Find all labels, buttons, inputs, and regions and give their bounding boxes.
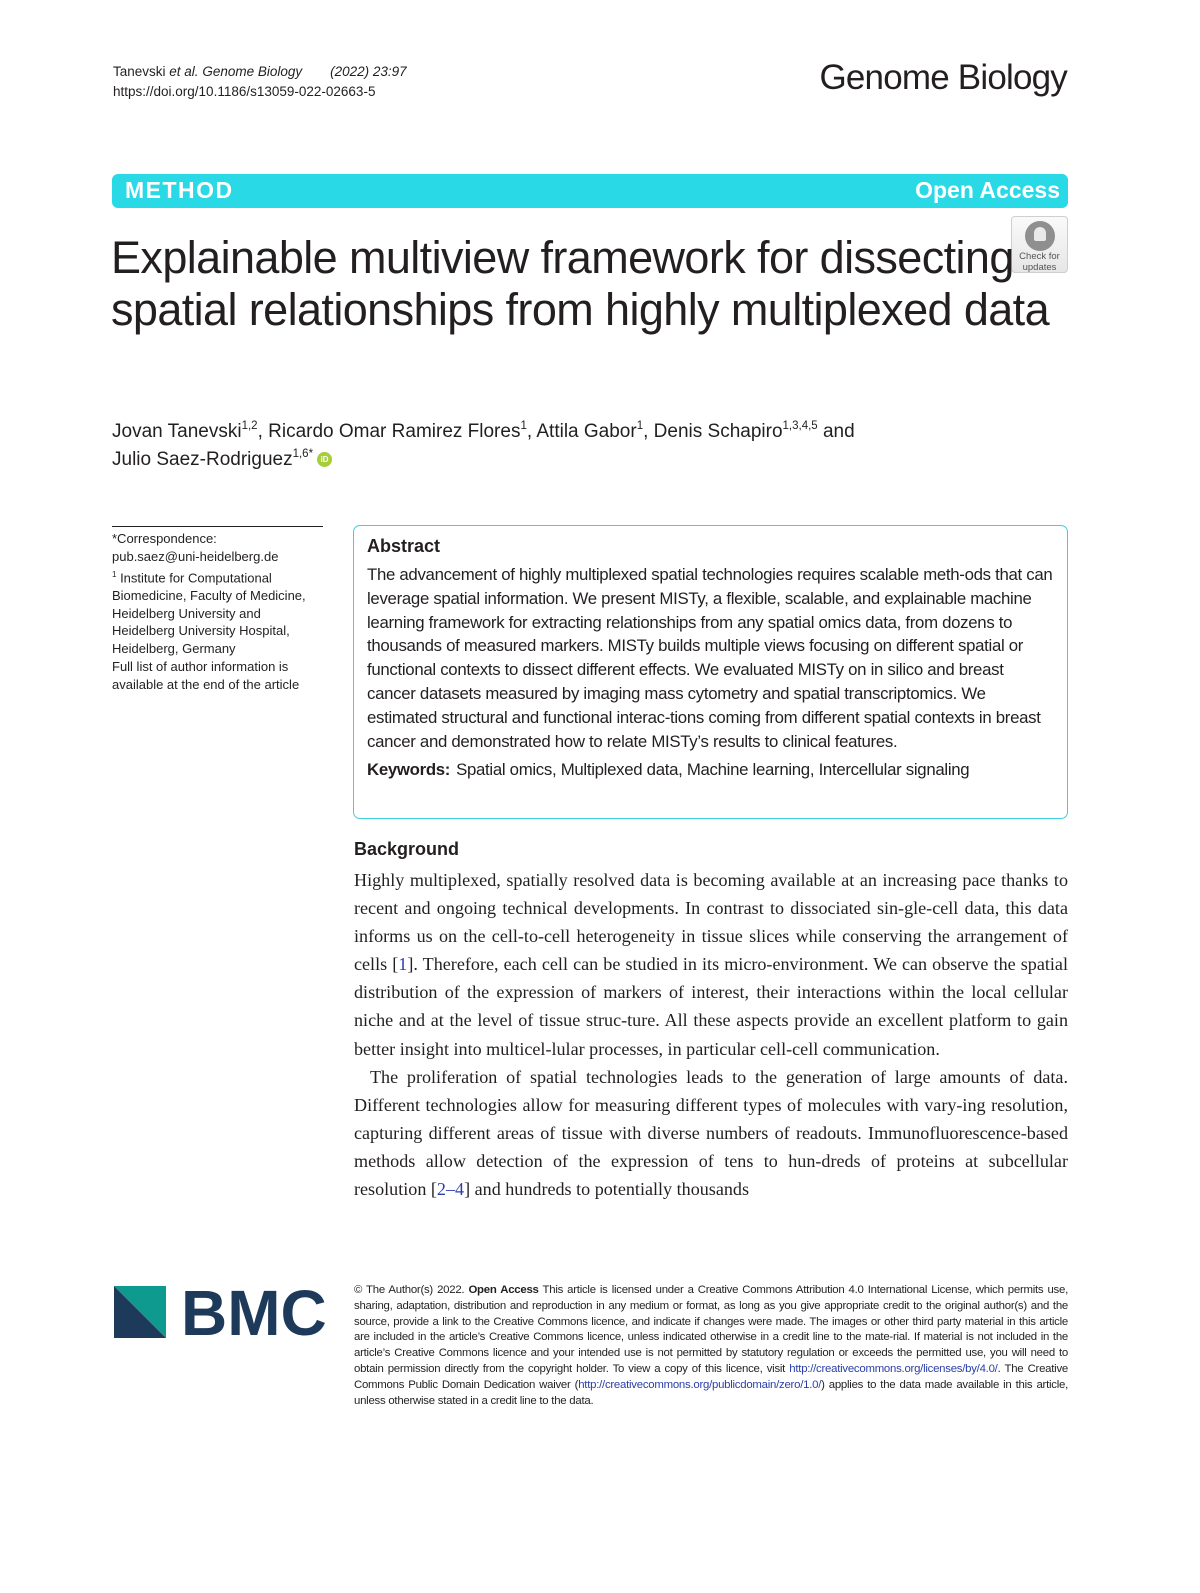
citation-link[interactable]: 1	[398, 954, 408, 975]
author-info-note: Full list of author information is available at the end of the article	[112, 658, 300, 692]
author-affiliation: 1,6*	[292, 447, 314, 460]
background-paragraph-1: Highly multiplexed, spatially resolved data is becoming available at an increasing pace thanks to recent and ongoing technical developments. In contrast to dissociated sin-gle-cell data, this data informs us on the cell-to-cell heterogeneity in tissue slices while conserving the arrangement of cells [1]. Therefore, each cell can be studied in its micro-environment. We can observe the spatial distribution of the expression of markers of interest, their interactions within the local cellular niche and at the level of tissue struc-ture. All these aspects provide an excellent platform to gain better insight into multicel-lular processes, in particular cell-cell communication.	[354, 870, 1068, 1059]
running-header	[113, 62, 407, 102]
author-list: Jovan Tanevski$^{1,2}$, Ricardo Omar Ramirez Flores$^1$, Attila Gabor$^1$, Denis Schapiro$^{1,3,4,5}$ and Julio Saez-Rodriguez$^{1,6*}$iD	[112, 419, 855, 470]
background-paragraph-2: The proliferation of spatial technologies leads to the generation of large amounts of data. Different technologies allow for measuring different types of molecules with vary-ing resolution, capturing different areas of tissue with diverse numbers of readouts. Immunofluorescence-based methods allow detection of the expression of tens to hun-dreds of proteins at subcellular resolution [2–4] and hundreds to potentially thousands	[354, 1066, 1068, 1200]
author-affiliation: 1,3,4,5	[782, 419, 818, 432]
header-year-volume: (2022) 23:97	[330, 64, 407, 79]
header-journal: Genome Biology	[198, 64, 303, 79]
article-title: Explainable multiview framework for dissecting spatial relationships from highly multiplexed data	[111, 232, 1050, 335]
author-name: Denis Schapiro	[653, 421, 783, 442]
citation-line	[113, 62, 407, 82]
author-name: Attila Gabor	[536, 421, 637, 442]
correspondence-email[interactable]: pub.saez@uni-heidelberg.de	[112, 548, 279, 564]
cc-zero-link[interactable]: http://creativecommons.org/publicdomain/zero/1.0/	[578, 1378, 822, 1391]
keywords-label: Keywords:	[367, 760, 451, 780]
journal-logo: Genome Biology	[819, 58, 1067, 97]
bmc-logo-mark-icon	[114, 1286, 166, 1338]
author-name: Ricardo Omar Ramirez Flores	[268, 421, 521, 442]
author-affiliation: 1,2	[241, 419, 258, 432]
correspondence-label: *Correspondence:	[112, 531, 217, 546]
author-name: Julio Saez-Rodriguez	[112, 449, 293, 470]
author-name: Jovan Tanevski	[112, 421, 242, 442]
author-affiliation: 1	[636, 419, 644, 432]
check-updates-line1: Check for	[1019, 251, 1060, 262]
author-affiliation: 1	[520, 419, 527, 432]
orcid-icon[interactable]: iD	[317, 452, 332, 467]
abstract-text: The advancement of highly multiplexed spatial technologies requires scalable meth-ods that can leverage spatial information. We present MISTy, a flexible, scalable, and explainable machine learning framework for extracting relationships from any spatial omics data, from dozens to thousands of measured markers. MISTy builds multiple views focusing on different spatial or functional contexts to dissect different effects. We evaluated MISTy on in silico and breast cancer datasets measured by imaging mass cytometry and spatial transcriptomics. We estimated structural and functional interac-tions coming from different spatial contexts in breast cancer and demonstrated how to relate MISTy’s results to clinical features.	[367, 565, 1053, 751]
header-doi[interactable]: https://doi.org/10.1186/s13059-022-02663-5	[113, 84, 376, 99]
bmc-logo-text: BMC	[181, 1277, 327, 1349]
background-section	[354, 839, 1068, 1203]
citation-link[interactable]: 2–4	[436, 1179, 465, 1200]
header-author: Tanevski	[113, 64, 170, 79]
cc-by-link[interactable]: http://creativecommons.org/licenses/by/4.0/	[789, 1362, 998, 1375]
license-open-access: Open Access	[468, 1284, 539, 1296]
correspondence-sidebar	[112, 526, 323, 694]
header-etal: et al.	[169, 64, 199, 79]
license-statement: © The Author(s) 2022. Open Access This article is licensed under a Creative Commons Attribution 4.0 International License, which permits use, sharing, adaptation, distribution and reproduction in any medium or format, as long as you give appropriate credit to the original author(s) and the source, provide a link to the Creative Commons licence, and indicate if changes were made. The images or other third party material in this article are included in the article’s Creative Commons licence, unless indicated otherwise in a credit line to the mate-rial. If material is not included in the article’s Creative Commons licence and your intended use is not permitted by statutory regulation or exceeds the permitted use, you will need to obtain permission directly from the copyright holder. To view a copy of this licence, visit http://creativecommons.org/licenses/by/4.0/. The Creative Commons Public Domain Dedication waiver (http://creativecommons.org/publicdomain/zero/1.0/) applies to the data made available in this article, unless otherwise stated in a credit line to the data.	[354, 1284, 1068, 1407]
bmc-logo	[114, 1277, 328, 1349]
article-type-label: METHOD	[125, 177, 234, 203]
open-access-label: Open Access	[915, 177, 1060, 203]
article-type-banner	[112, 174, 1068, 208]
abstract-box	[353, 525, 1068, 819]
check-updates-line2: updates	[1022, 262, 1057, 273]
abstract-heading: Abstract	[367, 536, 441, 556]
keywords	[367, 760, 1054, 780]
background-heading: Background	[354, 839, 460, 859]
affiliation-text: $^1$ Institute for Computational Biomedicine, Faculty of Medicine, Heidelberg University and Heidelberg University Hospital, Heidelberg, Germany	[112, 569, 306, 657]
keywords-list: Spatial omics, Multiplexed data, Machine learning, Intercellular signaling	[456, 760, 970, 780]
